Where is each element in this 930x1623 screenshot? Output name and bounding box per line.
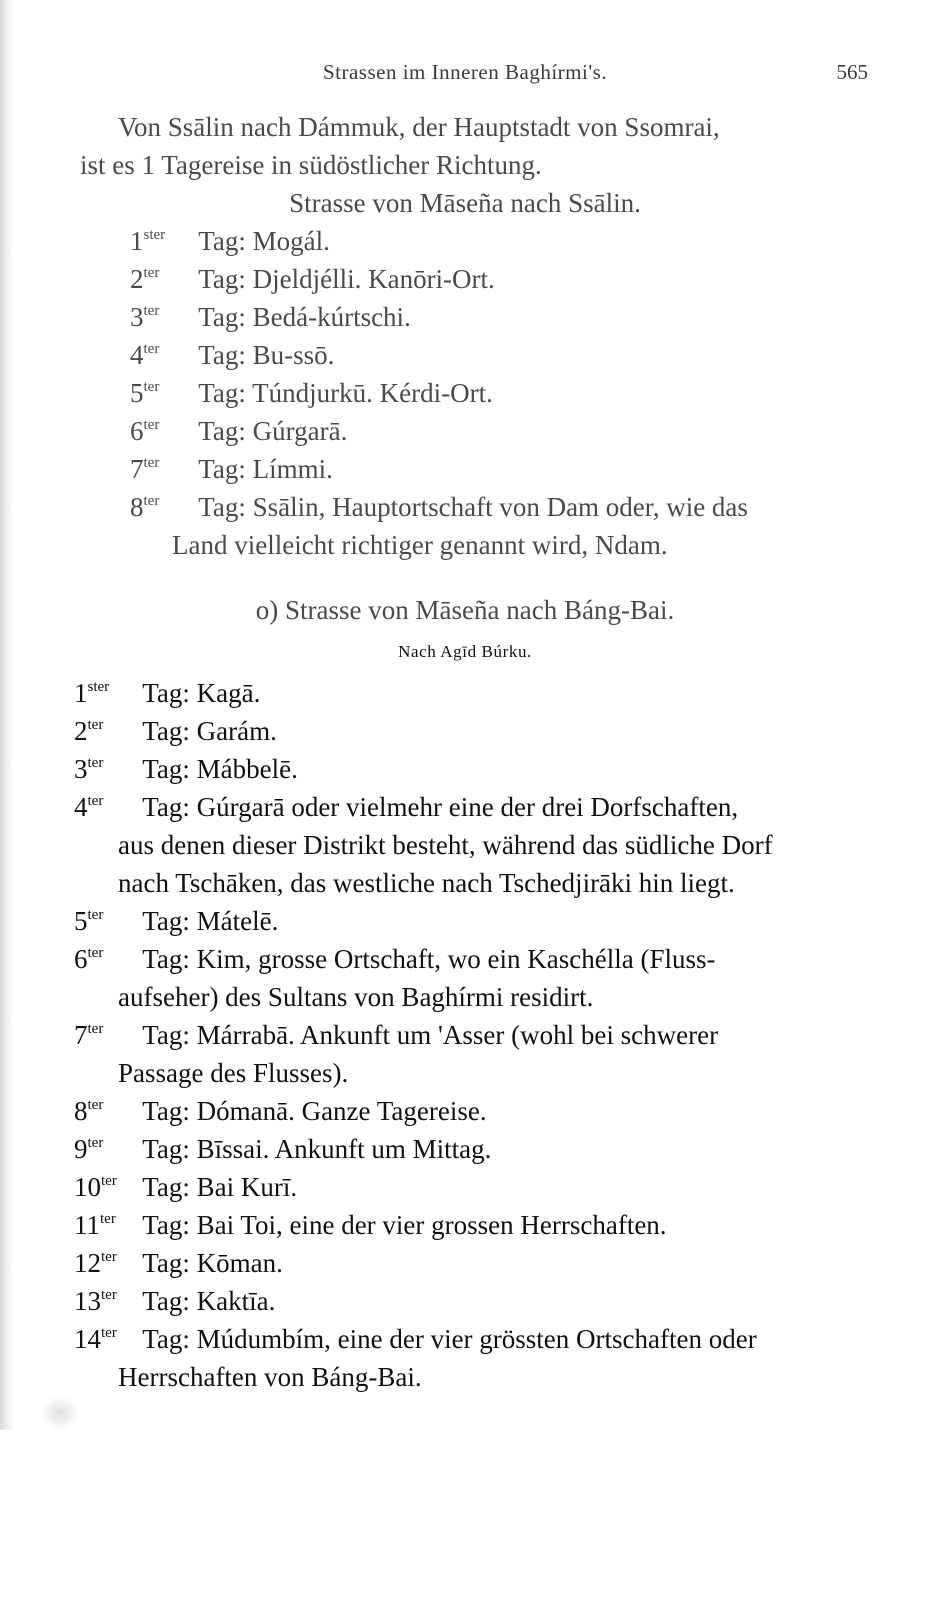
day-text: Dómanā. Ganze Tagereise. [196, 1096, 487, 1126]
route-n-day-8-continuation: Land vielleicht richtiger genannt wird, Ndam. [172, 530, 668, 560]
ink-smudge [40, 1395, 80, 1430]
route-o-day-5 [74, 906, 278, 937]
page-header [0, 60, 930, 90]
day-ordinal: $3^{ter}$ [130, 302, 160, 332]
day-tag: Tag: [142, 1248, 190, 1278]
day-ordinal: $2^{ter}$ [74, 716, 104, 746]
day-ordinal: $13^{ter}$ [74, 1286, 117, 1316]
route-n-day-7 [130, 454, 333, 485]
day-ordinal: $3^{ter}$ [74, 754, 104, 784]
day-tag: Tag: [142, 716, 190, 746]
route-o-day-12 [74, 1248, 283, 1279]
route-o-day-8 [74, 1096, 487, 1127]
route-o-day-9 [74, 1134, 491, 1165]
route-n-title: Strasse von Māseña nach Ssālin. [289, 188, 641, 218]
day-text: Mábbelē. [196, 754, 298, 784]
day-tag: Tag: [198, 264, 246, 294]
day-text: Kaktīa. [196, 1286, 276, 1316]
day-text: Kagā. [196, 678, 261, 708]
day-tag: Tag: [142, 1020, 190, 1050]
day-ordinal: $7^{ter}$ [74, 1020, 104, 1050]
day-tag: Tag: [198, 340, 246, 370]
route-o-day-14 [74, 1324, 757, 1355]
day-ordinal: $8^{ter}$ [74, 1096, 104, 1126]
route-n-day-3 [130, 302, 411, 333]
day-text: Djeldjélli. Kanōri-Ort. [252, 264, 495, 294]
day-ordinal: $9^{ter}$ [74, 1134, 104, 1164]
day-text: Bai Kurī. [196, 1172, 298, 1202]
route-o-day-4-continuation-2: nach Tschāken, das westliche nach Tschedjirāki hin liegt. [118, 868, 735, 898]
route-o-day-1 [74, 678, 260, 709]
day-ordinal: $6^{ter}$ [74, 944, 104, 974]
day-tag: Tag: [142, 1172, 190, 1202]
day-text: Bai Toi, eine der vier grossen Herrschaften. [196, 1210, 667, 1240]
day-ordinal: $14^{ter}$ [74, 1324, 117, 1354]
day-tag: Tag: [142, 1096, 190, 1126]
day-text: Kim, grosse Ortschaft, wo ein Kaschélla (Fluss- [196, 944, 716, 974]
day-text: Bīssai. Ankunft um Mittag. [196, 1134, 492, 1164]
day-ordinal: $7^{ter}$ [130, 454, 160, 484]
route-o-day-7 [74, 1020, 718, 1051]
day-tag: Tag: [142, 792, 190, 822]
day-text: Mogál. [252, 226, 330, 256]
day-ordinal: $2^{ter}$ [130, 264, 160, 294]
route-o-day-4-continuation-1: aus denen dieser Distrikt besteht, während das südliche Dorf [118, 830, 773, 860]
day-text: Kōman. [196, 1248, 283, 1278]
route-o-day-13 [74, 1286, 275, 1317]
day-ordinal: $4^{ter}$ [74, 792, 104, 822]
route-o-day-6-continuation: aufseher) des Sultans von Baghírmi residirt. [118, 982, 594, 1012]
day-text: Gúrgarā. [252, 416, 348, 446]
route-o-day-4 [74, 792, 738, 823]
day-tag: Tag: [198, 226, 246, 256]
route-o-day-14-continuation: Herrschaften von Báng-Bai. [118, 1362, 422, 1392]
day-tag: Tag: [198, 454, 246, 484]
day-text: Límmi. [252, 454, 333, 484]
intro-line-1: Von Ssālin nach Dámmuk, der Hauptstadt von Ssomrai, [118, 112, 720, 142]
day-ordinal: $1^{ster}$ [74, 678, 110, 708]
route-n-day-5 [130, 378, 493, 409]
running-head: Strassen im Inneren Baghírmi's. [322, 60, 608, 84]
day-tag: Tag: [142, 1286, 190, 1316]
day-tag: Tag: [198, 378, 246, 408]
route-n-day-1 [130, 226, 330, 257]
day-tag: Tag: [142, 678, 190, 708]
day-ordinal: $8^{ter}$ [130, 492, 160, 522]
day-tag: Tag: [198, 302, 246, 332]
day-tag: Tag: [142, 1324, 190, 1354]
intro-line-2: ist es 1 Tagereise in südöstlicher Richtung. [80, 150, 542, 180]
route-o-subtitle: Nach Agīd Búrku. [398, 642, 532, 661]
day-text: Mátelē. [196, 906, 279, 936]
page-number: 565 [836, 60, 868, 84]
route-o-day-7-continuation: Passage des Flusses). [118, 1058, 349, 1088]
day-ordinal: $4^{ter}$ [130, 340, 160, 370]
day-ordinal: $1^{ster}$ [130, 226, 166, 256]
route-o-day-11 [74, 1210, 667, 1241]
day-ordinal: $5^{ter}$ [74, 906, 104, 936]
day-tag: Tag: [198, 416, 246, 446]
day-text: Garám. [196, 716, 277, 746]
day-ordinal: $11^{ter}$ [74, 1210, 116, 1240]
day-tag: Tag: [198, 492, 246, 522]
day-tag: Tag: [142, 906, 190, 936]
route-n-day-4 [130, 340, 334, 371]
route-n-day-2 [130, 264, 495, 295]
route-o-day-6 [74, 944, 716, 975]
route-o-title: o) Strasse von Māseña nach Báng-Bai. [255, 595, 675, 625]
day-tag: Tag: [142, 1210, 190, 1240]
day-ordinal: $6^{ter}$ [130, 416, 160, 446]
route-o-day-3 [74, 754, 298, 785]
route-n-day-8 [130, 492, 748, 523]
day-text: Bu-ssō. [252, 340, 335, 370]
day-text: Bedá-kúrtschi. [252, 302, 411, 332]
route-n-day-6 [130, 416, 347, 447]
day-tag: Tag: [142, 754, 190, 784]
day-tag: Tag: [142, 944, 190, 974]
route-o-day-2 [74, 716, 277, 747]
route-o-day-10 [74, 1172, 297, 1203]
day-ordinal: $5^{ter}$ [130, 378, 160, 408]
day-text: Múdumbím, eine der vier grössten Ortschaften oder [196, 1324, 757, 1354]
day-tag: Tag: [142, 1134, 190, 1164]
day-ordinal: $12^{ter}$ [74, 1248, 117, 1278]
day-text: Túndjurkū. Kérdi-Ort. [252, 378, 493, 408]
day-text: Ssālin, Hauptortschaft von Dam oder, wie das [252, 492, 748, 522]
day-text: Márrabā. Ankunft um 'Asser (wohl bei schwerer [196, 1020, 719, 1050]
day-text: Gúrgarā oder vielmehr eine der drei Dorfschaften, [196, 792, 739, 822]
day-ordinal: $10^{ter}$ [74, 1172, 117, 1202]
